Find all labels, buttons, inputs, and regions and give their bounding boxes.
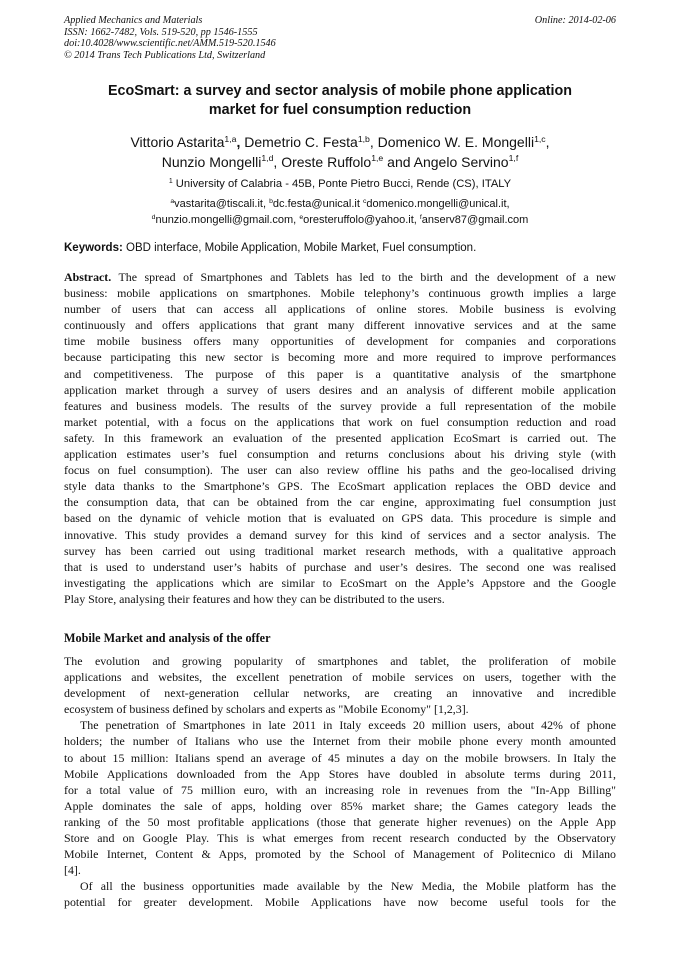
email-sup: e [299,213,304,221]
abstract-line: innovative. This study provides a demand survey for this kind of services and a sector analysis. The [64,527,616,542]
body-line: applications and websites, the excellent penetration of mobile services on users, together with the [64,670,616,685]
keywords [64,240,616,256]
body-line: Mobile Internet, Content & Apps, promoted by the School of Management of Politecnico di Milano [64,847,616,862]
body-line: holders; the number of Italians who use the Internet from their mobile phone every month amounted [64,734,616,749]
abstract-line: survey has been carried out using traditional market research methods, with a qualitative approach [64,543,616,558]
abstract-line: application market through a survey of users desires and an analysis of different mobile application [64,382,616,397]
keywords-text: OBD interface, Mobile Application, Mobile Market, Fuel consumption. [126,242,477,254]
abstract-line: and competitiveness. The purpose of this paper is a quantitative analysis of the smartphone [64,366,616,381]
email-sup: d [151,213,156,221]
body-line: [4]. [64,863,81,878]
abstract-line: Play Store, analysing their features and how they can be distributed to the users. [64,591,445,606]
email-address: domenico.mongelli@unical.it, [366,198,510,210]
author-name: Vittorio Astarita [130,134,225,150]
author-name: Demetrio C. Festa [244,134,358,150]
email-sup: a [170,197,175,205]
doi-line: doi:10.4028/www.scientific.net/AMM.519-520.1546 [64,38,276,50]
abstract-line: features and business models. The results of the survey provide a full representation of the mobile [64,398,616,413]
author-sup: 1,a [224,133,237,144]
author-name: Angelo Servino [413,153,509,170]
abstract-line: market potential, with a focus on the applications that work on fuel consumption reduction and road [64,414,616,429]
keywords-label: Keywords: [64,242,123,254]
email-address: nunzio.mongelli@gmail.com, [155,214,297,226]
journal-name: Applied Mechanics and Materials [64,15,203,26]
copyright-line: © 2014 Trans Tech Publications Ltd, Switzerland [64,50,266,62]
author-separator: and [387,153,411,170]
body-line: The evolution and growing popularity of smartphones and tablet, the proliferation of mobile [64,654,616,668]
title-line-2: market for fuel consumption reduction [208,102,472,118]
author-line-1 [64,133,616,153]
section-body [64,653,616,911]
email-sup: b [269,197,273,205]
affiliation-text: University of Calabria - 45B, Ponte Pietro Bucci, Rende (CS), ITALY [175,178,512,190]
abstract-line: style data thanks to the Smartphone’s GPS. The EcoSmart application replaces the OBD device and [64,479,616,494]
abstract [64,269,616,607]
email-line-2 [64,212,616,228]
author-separator: , [369,134,374,150]
email-line-1 [64,196,616,212]
abstract-line: time mobile business offers many opportunities of development for companies and corporations [64,334,616,349]
abstract-line: because participating this new sector is becoming more and more required to improve performances [64,350,616,365]
title-line-1: EcoSmart: a survey and sector analysis of mobile phone application [108,83,572,99]
online-date: Online: 2014-02-06 [534,15,616,26]
email-address: vastarita@tiscali.it, [174,198,267,210]
abstract-label: Abstract. [64,270,112,284]
email-sup: f [419,213,422,221]
email-list [64,196,616,228]
abstract-line: that is used to understand user’s habits of purchase and user’s desires. The second one was realised [64,559,616,574]
abstract-line: the consumption data, that can be obtained from the car engine, approximating fuel consumption just [64,495,616,510]
email-sup: c [362,197,367,205]
author-separator: , [236,134,241,150]
author-sup: 1,c [534,133,546,144]
author-separator: , [545,134,550,150]
body-line: for a total value of 75 million euro, with an increasing role in revenues from the "In-App Billing" [64,782,616,797]
abstract-line: business: mobile applications on smartphones. Mobile telephony’s continuous growth implies a large [64,286,616,301]
affiliation-sup: 1 [168,177,173,185]
abstract-line: number of users that can access all applications of online stores. Mobile business is evolving [64,302,616,317]
abstract-line: Abstract. The spread of Smartphones and Tablets has led to the birth and the development of a new [64,270,616,284]
abstract-line: continuously and offers applications that grant many different innovative services and at the same [64,318,616,333]
author-sup: 1,b [357,133,370,144]
body-line: to about 15 million: Italians spend an average of 45 minutes a day on the mobile browsers. In Italy the [64,750,616,765]
abstract-line: focus on fuel consumption). The user can also review offline his paths and the geo-localised driving [64,463,616,478]
body-line: development of next-generation cellular networks, are creating an innovative and incredible [64,686,616,701]
author-separator: , [273,153,278,170]
body-line: ecosystem of business defined by scholars and experts as "Mobile Economy" [1,2,3]. [64,702,469,717]
author-list [64,133,616,172]
author-sup: 1,e [371,153,384,164]
abstract-line: application estimates user’s fuel consumption and returns conclusions about his driving style (with [64,447,616,462]
abstract-line: safety. In this framework an evaluation of the presented application EcoSmart is carried out. The [64,430,616,445]
body-line: ranking of the 50 most profitable applications (those that generate higher revenues) on the Apple App [64,814,616,829]
body-line: Mobile Applications downloaded from the App Stores have doubled in absolute terms during 2011, [64,766,616,781]
abstract-line: investigating the applications which are similar to EcoSmart on the Apple’s Appstore and the Google [64,575,616,590]
body-line: Store and on Google Play. This is what emerges from recent research conducted by the Observatory [64,831,616,846]
email-address: anserv87@gmail.com [421,214,529,226]
journal-header [64,15,616,62]
section-heading: Mobile Market and analysis of the offer [64,631,271,645]
author-line-2 [64,153,616,173]
abstract-line: based on the dynamic of vehicle motion that is evaluated on GPS data. This procedure is simple and [64,511,616,526]
author-name: Oreste Ruffolo [281,153,372,170]
author-name: Domenico W. E. Mongelli [377,134,535,150]
body-line: The penetration of Smartphones in late 2011 in Italy exceeds 20 million users, about 42% of phone [80,718,616,733]
email-address: oresteruffolo@yahoo.it, [303,214,417,226]
affiliation [64,176,616,192]
author-sup: 1,f [508,153,519,164]
author-sup: 1,d [261,153,274,164]
author-name: Nunzio Mongelli [161,153,262,170]
body-line: Apple dominates the sale of apps, holding over 85% market share; the Games category leads the [64,798,616,813]
paper-title [64,82,616,120]
body-line: Of all the business opportunities made available by the New Media, the Mobile platform has the [80,879,616,894]
issn-line: ISSN: 1662-7482, Vols. 519-520, pp 1546-1555 [64,26,258,38]
body-line: potential for greater development. Mobile Applications have now become useful tools for the [64,895,616,910]
email-address: dc.festa@unical.it [272,198,360,210]
